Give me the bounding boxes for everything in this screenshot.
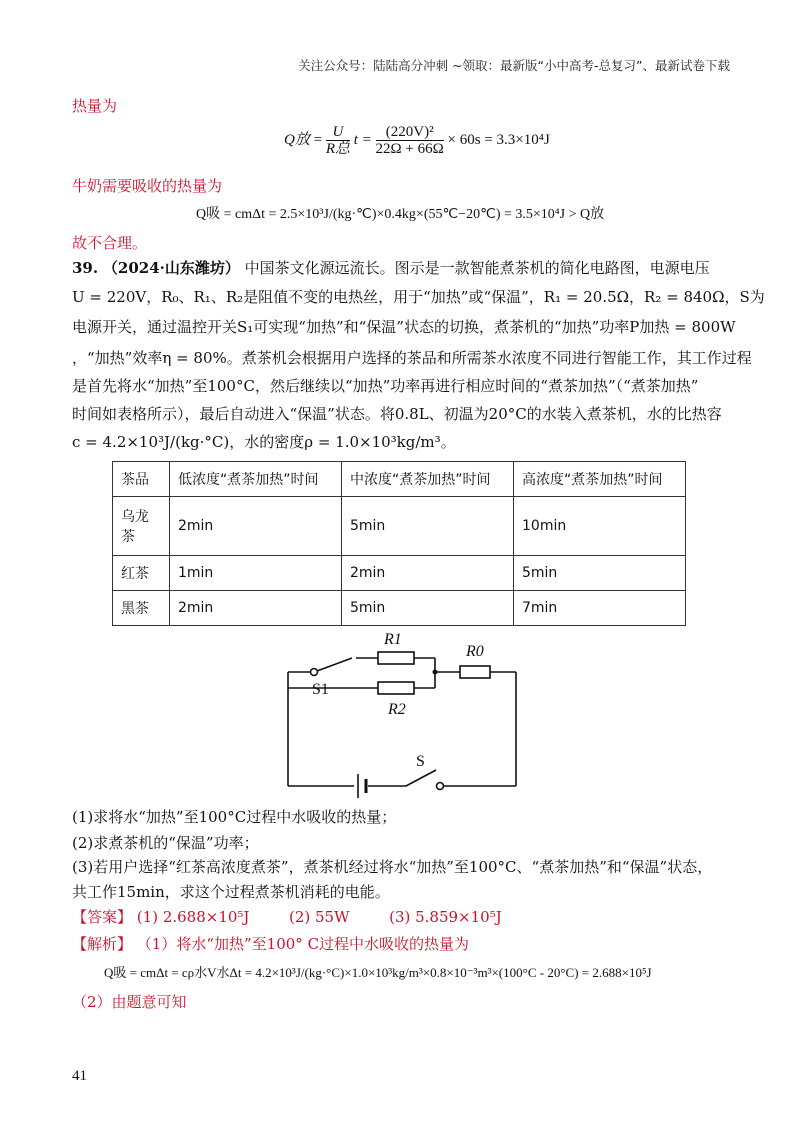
table-cell: 2min (170, 591, 342, 626)
table-cell: 1min (170, 556, 342, 591)
s-contact (437, 783, 444, 790)
answer-1: (1) 2.688×10⁵J (136, 908, 250, 926)
label-r2: R2 (388, 701, 406, 718)
eq1-rest: × 60s = 3.3×10⁴J (447, 131, 550, 148)
answer-line (72, 908, 502, 926)
table-cell-tea: 黑茶 (113, 591, 170, 626)
heat-label: 热量为 (72, 97, 118, 115)
analysis-tag: 【解析】 (72, 935, 133, 953)
eq1-lhs: Q放 (284, 131, 310, 148)
eq1-fraction-values (376, 124, 444, 157)
table-cell: 2min (170, 497, 342, 556)
table-header-cell: 中浓度“煮茶加热”时间 (342, 462, 514, 497)
s-blade (406, 770, 436, 786)
question-39-line4: ，“加热”效率η = 80%。煮茶机会根据用户选择的茶品和所需茶水浓度不同进行智能工作，其工作过程 (72, 349, 752, 367)
conclusion: 故不合理。 (72, 234, 148, 252)
eq1-t: t = (353, 131, 372, 148)
table-header-row (113, 462, 686, 497)
table-header-cell: 低浓度“煮茶加热”时间 (170, 462, 342, 497)
table-cell: 10min (514, 497, 686, 556)
resistor-r2 (378, 682, 414, 694)
eq1-u: U (326, 124, 350, 141)
milk-label: 牛奶需要吸收的热量为 (72, 177, 223, 195)
eq1-den: 22Ω + 66Ω (375, 141, 444, 157)
table-cell: 7min (514, 591, 686, 626)
label-s: S (416, 753, 425, 770)
question-39-line7: c = 4.2×10³J/(kg·°C)，水的密度ρ = 1.0×10³kg/m³。 (72, 433, 456, 451)
s1-contact (311, 669, 318, 676)
tea-time-table (112, 461, 686, 626)
table-cell: 5min (514, 556, 686, 591)
analysis-line1 (72, 935, 469, 953)
page-header: 关注公众号：陆陆高分冲刺 ~领取：最新版“小中高考-总复习”、最新试卷下载 (298, 58, 730, 73)
analysis-equation: Q吸 = cmΔt = cρ水V水Δt = 4.2×10³J/(kg·°C)×1.0×10³kg/m³×0.8×10⁻³m³×(100°C - 20°C) = 2.688×10⁵J (104, 965, 652, 980)
table-row (113, 591, 686, 626)
eq1-num: (220V)² (376, 124, 444, 141)
table-cell: 5min (342, 591, 514, 626)
equation-q-release: Q放 = $\frac{U}{\text{R总}}$ t = $\frac{\text{(220V)²}}{22\Omega + 66\Omega}$ × 60s = 3.3×10⁴J (284, 124, 550, 157)
question-text: 中国茶文化源远流长。图示是一款智能煮茶机的简化电路图，电源电压 (244, 259, 710, 277)
table-cell-tea: 乌龙茶 (113, 497, 170, 556)
label-r0: R0 (466, 643, 484, 660)
table-row (113, 497, 686, 556)
table-row (113, 556, 686, 591)
sub-question-3a: (3)若用户选择“红茶高浓度煮茶”，煮茶机经过将水“加热”至100°C、“煮茶加热”和“保温”状态， (72, 858, 713, 876)
table-cell-tea: 红茶 (113, 556, 170, 591)
question-39-line3: 电源开关，通过温控开关S₁可实现“加热”和“保温”状态的切换，煮茶机的“加热”功率P加热 = 800W (72, 318, 736, 336)
resistor-r0 (460, 666, 490, 678)
equation-q-absorb: Q吸 = cmΔt = 2.5×10³J/(kg·℃)×0.4kg×(55℃−20℃) = 3.5×10⁴J > Q放 (196, 207, 605, 222)
s1-blade (317, 658, 352, 671)
question-39-line6: 时间如表格所示），最后自动进入“保温”状态。将0.8L、初温为20°C的水装入煮茶机，水的比热容 (72, 405, 722, 423)
sub-question-2: (2)求煮茶机的“保温”功率； (72, 834, 259, 852)
question-number: 39. (72, 259, 99, 277)
table-header-cell: 茶品 (113, 462, 170, 497)
table-cell: 5min (342, 497, 514, 556)
answer-tag: 【答案】 (72, 908, 133, 926)
analysis-text: （1）将水“加热”至100° C过程中水吸收的热量为 (136, 935, 470, 953)
page-number: 41 (72, 1068, 87, 1084)
analysis-line2: （2）由题意可知 (72, 993, 187, 1011)
eq1-fraction-ur (326, 124, 350, 157)
answer-2: (2) 55W (289, 908, 350, 926)
label-r1: R1 (384, 631, 402, 648)
junction-dot (433, 670, 438, 675)
circuit-diagram (270, 628, 540, 800)
resistor-r1 (378, 652, 414, 664)
answer-3: (3) 5.859×10⁵J (389, 908, 502, 926)
sub-question-1: (1)求将水“加热”至100°C过程中水吸收的热量； (72, 808, 397, 826)
sub-question-3b: 共工作15min，求这个过程煮茶机消耗的电能。 (72, 883, 390, 901)
question-39-line1 (72, 259, 710, 277)
table-cell: 2min (342, 556, 514, 591)
eq1-r: R总 (325, 141, 350, 157)
label-s1: S1 (312, 681, 329, 698)
question-39-line5: 是首先将水“加热”至100°C，然后继续以“加热”功率再进行相应时间的“煮茶加热”（“煮茶加热” (72, 377, 699, 395)
question-39-line2: U = 220V，R₀、R₁、R₂是阻值不变的电热丝，用于“加热”或“保温”，R₁ = 20.5Ω，R₂ = 840Ω，S为 (72, 288, 765, 306)
table-header-cell: 高浓度“煮茶加热”时间 (514, 462, 686, 497)
question-source: （2024·山东潍坊） (102, 259, 240, 277)
